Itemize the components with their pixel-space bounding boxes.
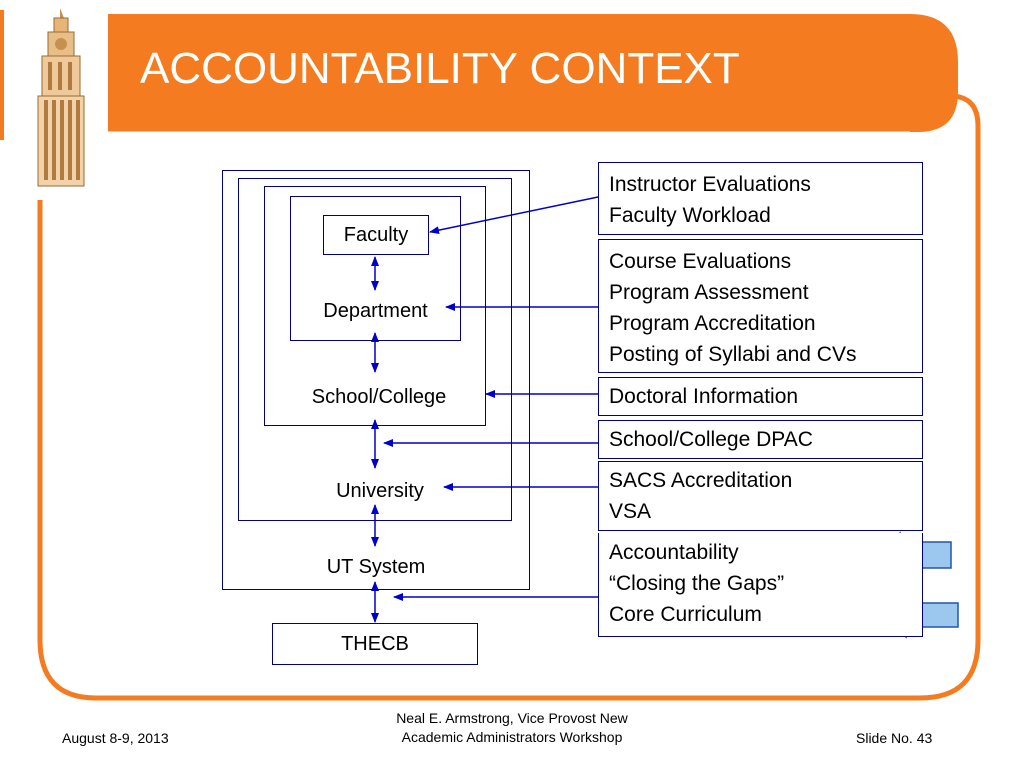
info-line: “Closing the Gaps” — [609, 572, 785, 595]
info-box-doctoral — [598, 377, 923, 416]
info-box-instructor — [598, 162, 923, 235]
info-line: Accountability — [609, 541, 739, 564]
thecb-label: THECB — [341, 633, 409, 655]
footer-date: August 8-9, 2013 — [62, 730, 169, 746]
info-line: SACS Accreditation — [609, 469, 793, 492]
info-line: Instructor Evaluations — [609, 173, 811, 196]
school-label: School/College — [311, 386, 447, 408]
info-line: School/College DPAC — [609, 428, 813, 451]
info-line: Course Evaluations — [609, 250, 792, 273]
info-box-course — [598, 239, 923, 373]
info-line: Faculty Workload — [609, 204, 771, 227]
info-box-sacs — [598, 461, 923, 531]
footer-presenter-line: Neal E. Armstrong, Vice Provost New — [396, 710, 628, 726]
info-line: Doctoral Information — [609, 385, 799, 408]
slide-title: ACCOUNTABILITY CONTEXT — [140, 44, 740, 93]
footer-presenter — [330, 709, 694, 747]
faculty-label: Faculty — [343, 224, 409, 246]
info-box-dpac — [598, 420, 923, 459]
info-line: Posting of Syllabi and CVs — [609, 343, 857, 366]
info-box-accountability — [598, 533, 923, 637]
department-label: Department — [323, 300, 428, 322]
footer-slide-number: Slide No. 43 — [856, 730, 933, 746]
system-label: UT System — [326, 556, 426, 578]
university-label: University — [336, 480, 424, 502]
tower-logo-icon — [0, 0, 108, 200]
info-line: VSA — [609, 500, 652, 523]
info-line: Program Accreditation — [609, 312, 816, 335]
footer-presenter-line: Academic Administrators Workshop — [401, 729, 623, 745]
info-line: Program Assessment — [609, 281, 809, 304]
info-line: Core Curriculum — [609, 603, 762, 626]
